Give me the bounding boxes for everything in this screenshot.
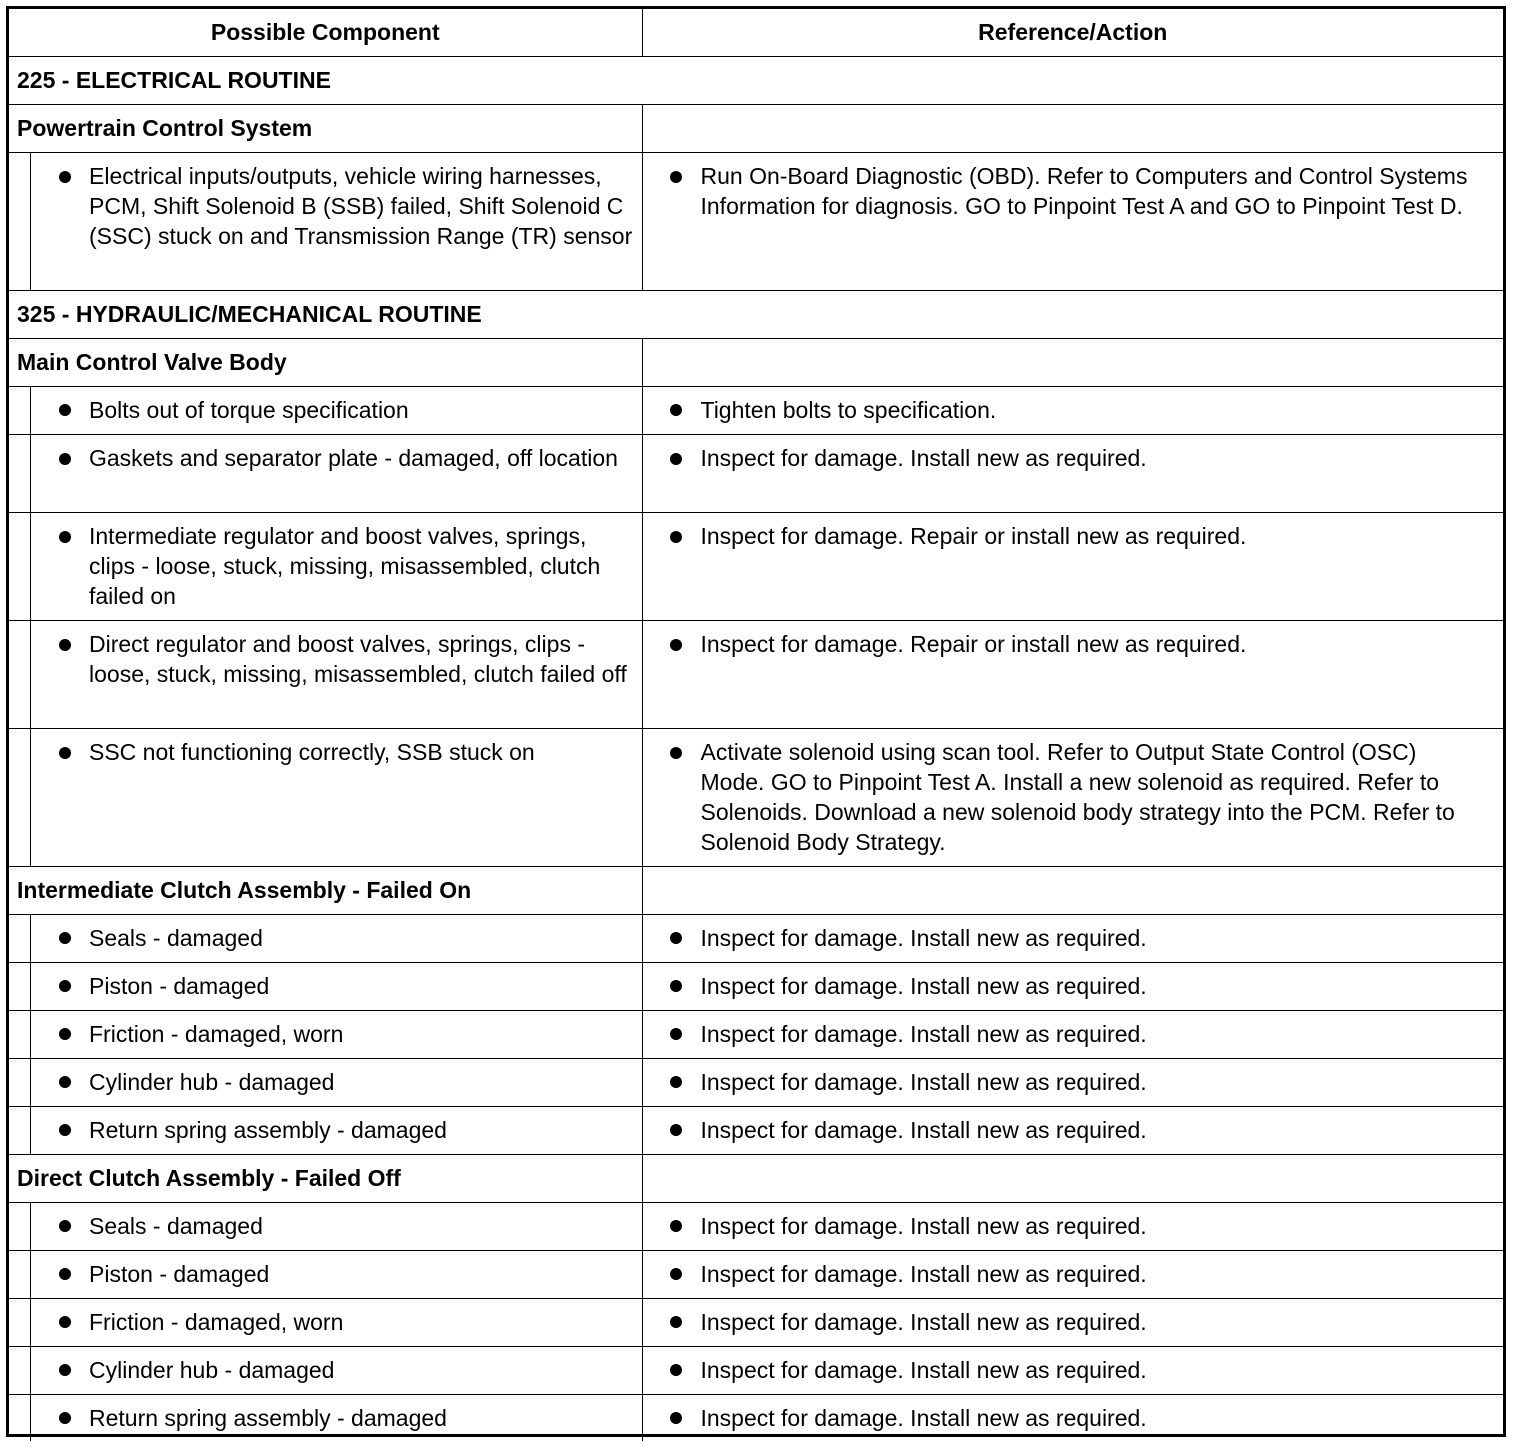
bullet-icon: [59, 453, 71, 465]
component-cell: [9, 386, 642, 434]
bullet-icon: [670, 932, 682, 944]
bullet-icon: [670, 171, 682, 183]
bullet-icon: [59, 404, 71, 416]
component-text: Seals - damaged: [89, 925, 263, 951]
action-cell: [642, 914, 1503, 962]
table-header-row: [9, 9, 1503, 56]
group-empty-cell: [642, 104, 1503, 152]
bullet-icon: [670, 747, 682, 759]
action-text: Inspect for damage. Install new as required.: [700, 1117, 1147, 1143]
component-cell: [9, 1346, 642, 1394]
group-row-direct: [9, 1154, 1503, 1202]
action-cell: [642, 386, 1503, 434]
action-text: Inspect for damage. Install new as required.: [700, 973, 1147, 999]
component-text: Return spring assembly - damaged: [89, 1117, 447, 1143]
component-text: Electrical inputs/outputs, vehicle wiring harnesses, PCM, Shift Solenoid B (SSB) failed, Shift Solenoid C (SSC) stuck on and Transmission Range (TR) sensor: [89, 162, 633, 249]
table-row: [9, 914, 1503, 962]
group-row-main-valve: [9, 338, 1503, 386]
bullet-icon: [670, 1220, 682, 1232]
header-reference-action: Reference/Action: [642, 9, 1503, 56]
component-text: Cylinder hub - damaged: [89, 1069, 335, 1095]
action-cell: [642, 1394, 1503, 1441]
bullet-icon: [670, 1028, 682, 1040]
main-valve-items: [9, 386, 1503, 866]
bullet-icon: [670, 1124, 682, 1136]
bullet-icon: [670, 531, 682, 543]
component-cell: [9, 1394, 642, 1441]
bullet-icon: [59, 1268, 71, 1280]
bullet-icon: [670, 1316, 682, 1328]
action-cell: [642, 620, 1503, 728]
component-text: Friction - damaged, worn: [89, 1309, 344, 1335]
action-cell: [642, 962, 1503, 1010]
bullet-icon: [670, 1412, 682, 1424]
action-text: Inspect for damage. Repair or install new as required.: [700, 522, 1247, 549]
component-cell: [9, 152, 642, 290]
action-text: Inspect for damage. Install new as required.: [700, 925, 1147, 951]
action-text: Run On-Board Diagnostic (OBD). Refer to Computers and Control Systems Information for diagnosis. GO to Pinpoint Test A and GO to Pinpoint Test D.: [700, 162, 1468, 219]
action-cell: [642, 1010, 1503, 1058]
action-cell: [642, 512, 1503, 620]
component-text: Return spring assembly - damaged: [89, 1404, 447, 1431]
bullet-icon: [670, 980, 682, 992]
bullet-icon: [59, 1364, 71, 1376]
table-row: [9, 386, 1503, 434]
bullet-icon: [670, 639, 682, 651]
action-cell: [642, 1346, 1503, 1394]
routine-title-225: 225 - ELECTRICAL ROUTINE: [9, 56, 1503, 104]
action-text: Inspect for damage. Install new as required.: [700, 1021, 1147, 1047]
action-text: Inspect for damage. Install new as required.: [700, 1261, 1147, 1287]
bullet-icon: [59, 1316, 71, 1328]
action-text: Inspect for damage. Install new as required.: [700, 1357, 1147, 1383]
table-row: [9, 512, 1503, 620]
action-cell: [642, 1298, 1503, 1346]
bullet-icon: [59, 932, 71, 944]
bullet-icon: [59, 171, 71, 183]
bullet-icon: [59, 747, 71, 759]
action-cell: [642, 728, 1503, 866]
action-text: Inspect for damage. Install new as required.: [700, 1309, 1147, 1335]
component-cell: [9, 1106, 642, 1154]
table-row: [9, 1010, 1503, 1058]
group-row-intermediate: [9, 866, 1503, 914]
action-text: Tighten bolts to specification.: [700, 397, 997, 423]
component-cell: [9, 512, 642, 620]
bullet-icon: [59, 1076, 71, 1088]
component-text: Bolts out of torque specification: [89, 397, 409, 423]
table-row: [9, 1394, 1503, 1441]
action-cell: [642, 434, 1503, 512]
component-cell: [9, 1298, 642, 1346]
action-text: Inspect for damage. Repair or install new as required.: [700, 630, 1247, 657]
component-text: Cylinder hub - damaged: [89, 1357, 335, 1383]
header-possible-component: Possible Component: [9, 9, 642, 56]
component-text: Gaskets and separator plate - damaged, off location: [89, 444, 618, 471]
table-row: [9, 1250, 1503, 1298]
component-cell: [9, 728, 642, 866]
table-row: [9, 1106, 1503, 1154]
component-cell: [9, 620, 642, 728]
component-text: Piston - damaged: [89, 973, 270, 999]
table-row: [9, 1346, 1503, 1394]
table-row: [9, 962, 1503, 1010]
group-empty-cell: [642, 1154, 1503, 1202]
table-row: [9, 1298, 1503, 1346]
routine-row-225: [9, 56, 1503, 104]
bullet-icon: [59, 1412, 71, 1424]
bullet-icon: [670, 1268, 682, 1280]
action-text: Inspect for damage. Install new as required.: [700, 444, 1147, 471]
bullet-icon: [59, 980, 71, 992]
component-text: Friction - damaged, worn: [89, 1021, 344, 1047]
routine-title-325: 325 - HYDRAULIC/MECHANICAL ROUTINE: [9, 290, 1503, 338]
group-title-main-valve: Main Control Valve Body: [9, 338, 642, 386]
group-title-powertrain: Powertrain Control System: [9, 104, 642, 152]
action-cell: [642, 1250, 1503, 1298]
group-empty-cell: [642, 338, 1503, 386]
group-title-direct: Direct Clutch Assembly - Failed Off: [9, 1154, 642, 1202]
bullet-icon: [59, 531, 71, 543]
bullet-icon: [670, 453, 682, 465]
action-cell: [642, 1202, 1503, 1250]
bullet-icon: [59, 639, 71, 651]
component-cell: [9, 434, 642, 512]
action-text: Inspect for damage. Install new as required.: [700, 1213, 1147, 1239]
action-cell: [642, 1106, 1503, 1154]
direct-items: [9, 1202, 1503, 1441]
action-cell: [642, 1058, 1503, 1106]
component-text: Intermediate regulator and boost valves, springs, clips - loose, stuck, missing, misassembled, clutch failed on: [89, 522, 601, 609]
table-row: [9, 1058, 1503, 1106]
bullet-icon: [59, 1220, 71, 1232]
powertrain-items: [9, 152, 1503, 290]
table-row: [9, 728, 1503, 866]
component-cell: [9, 1010, 642, 1058]
action-text: Activate solenoid using scan tool. Refer to Output State Control (OSC) Mode. GO to Pinpoint Test A. Install a new solenoid as required. Refer to Solenoids. Download a new solenoid body strategy into the PCM. Refer to Solenoid Body Strategy.: [700, 738, 1455, 855]
component-text: Direct regulator and boost valves, springs, clips - loose, stuck, missing, misassembled, clutch failed off: [89, 630, 627, 687]
bullet-icon: [670, 404, 682, 416]
component-cell: [9, 1058, 642, 1106]
table-row: [9, 434, 1503, 512]
component-cell: [9, 1250, 642, 1298]
group-empty-cell: [642, 866, 1503, 914]
table-row: [9, 1202, 1503, 1250]
bullet-icon: [670, 1364, 682, 1376]
intermediate-items: [9, 914, 1503, 1154]
table-row: [9, 152, 1503, 290]
action-text: Inspect for damage. Install new as required.: [700, 1069, 1147, 1095]
component-text: SSC not functioning correctly, SSB stuck on: [89, 738, 535, 765]
component-cell: [9, 1202, 642, 1250]
table-row: [9, 620, 1503, 728]
diagnostic-table-sheet: [6, 6, 1506, 1437]
group-row-powertrain: [9, 104, 1503, 152]
routine-row-325: [9, 290, 1503, 338]
action-text: Inspect for damage. Install new as required.: [700, 1404, 1147, 1431]
component-cell: [9, 914, 642, 962]
bullet-icon: [59, 1028, 71, 1040]
action-cell: [642, 152, 1503, 290]
component-cell: [9, 962, 642, 1010]
group-title-intermediate: Intermediate Clutch Assembly - Failed On: [9, 866, 642, 914]
diagnostic-table: [9, 9, 1503, 1441]
bullet-icon: [59, 1124, 71, 1136]
component-text: Seals - damaged: [89, 1213, 263, 1239]
component-text: Piston - damaged: [89, 1261, 270, 1287]
bullet-icon: [670, 1076, 682, 1088]
